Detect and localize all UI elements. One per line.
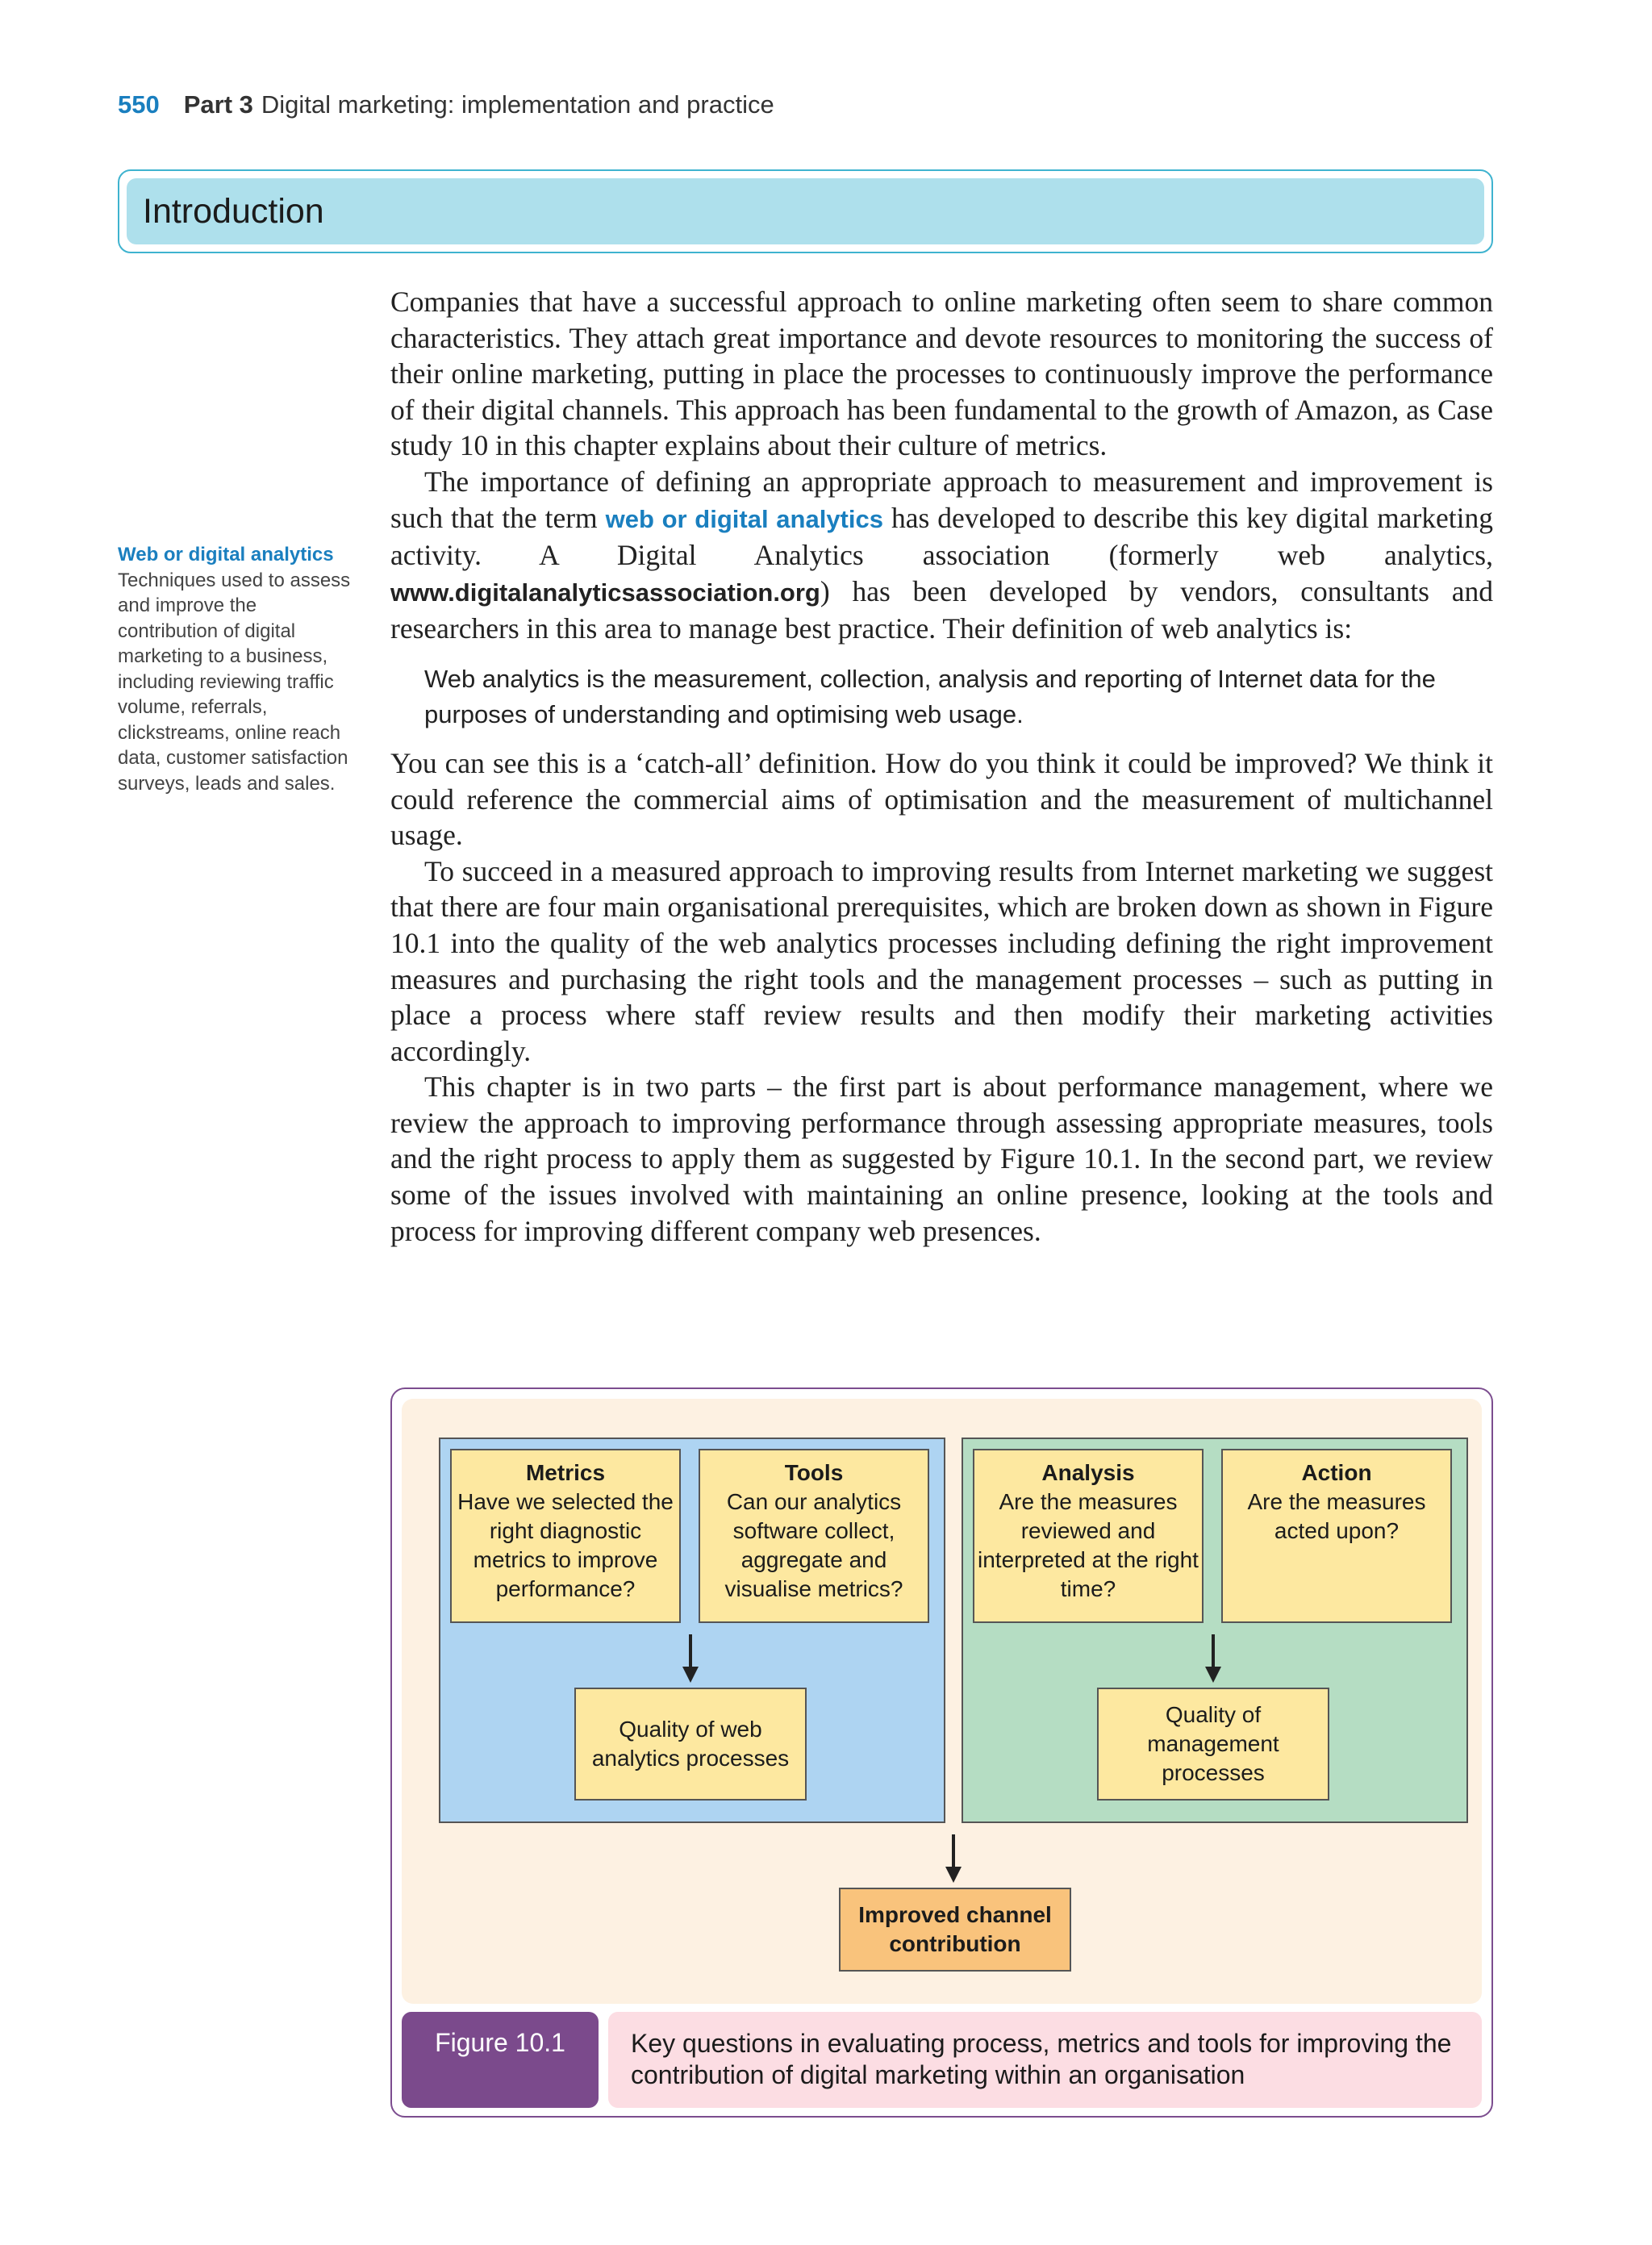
paragraph-2-part-a: The importance of defining an appropriate approach to measurement and improvement is such that the term bbox=[390, 465, 1493, 534]
glossary-definition: Techniques used to assess and improve the contribution of digital marketing to a business, including reviewing traffic volume, referrals, clickstreams, online reach data, customer satisfaction surveys, leads and sales. bbox=[118, 569, 351, 795]
management-panel bbox=[962, 1438, 1468, 1823]
arrow-down-icon bbox=[682, 1634, 699, 1683]
improved-contribution-box: Improved channel contribution bbox=[839, 1888, 1071, 1972]
paragraph-2-part-c: ) has been developed by vendors, consultants and researchers in this area to manage best practice. Their definition of web analytics is: bbox=[390, 574, 1493, 645]
running-header bbox=[118, 90, 774, 119]
paragraph-1: Companies that have a successful approach to online marketing often seem to share common characteristics. They attach great importance and devote resources to monitoring the success of their online marketing, putting in place the processes to continuously improve the performance of their digital channels. This approach has been fundamental to the growth of Amazon, as Case study 10 in this chapter explains about their culture of metrics. bbox=[390, 286, 1493, 462]
action-question: Are the measures acted upon? bbox=[1247, 1489, 1426, 1543]
part-title: Digital marketing: implementation and practice bbox=[261, 90, 774, 119]
paragraph-2-part-b: has developed to describe this key digital marketing activity. A Digital Analytics association (formerly web analytics, bbox=[390, 501, 1493, 572]
quality-management-box: Quality of management processes bbox=[1097, 1688, 1329, 1801]
metrics-title: Metrics bbox=[525, 1460, 606, 1485]
analysis-question: Are the measures reviewed and interpreted at the right time? bbox=[978, 1489, 1199, 1601]
arrow-down-icon bbox=[945, 1834, 962, 1883]
part-label: Part 3 bbox=[183, 90, 253, 119]
arrow-down-icon bbox=[1205, 1634, 1221, 1683]
web-analytics-panel bbox=[439, 1438, 945, 1823]
paragraph-3: You can see this is a ‘catch-all’ definition. How do you think it could be improved? We think it could reference the commercial aims of optimisation and the measurement of multichannel usage. bbox=[390, 746, 1493, 852]
action-box bbox=[1221, 1449, 1452, 1623]
metrics-box bbox=[450, 1449, 681, 1623]
figure-caption: Key questions in evaluating process, metrics and tools for improving the contribution of digital marketing within an organisation bbox=[608, 2012, 1482, 2108]
metrics-question: Have we selected the right diagnostic metrics to improve performance? bbox=[457, 1489, 674, 1601]
paragraph-5: This chapter is in two parts – the first part is about performance management, where we review the approach to improving performance through assessing appropriate measures, tools and the right process to apply them as suggested by Figure 10.1. In the second part, we review some of the issues involved with maintaining an online presence, looking at the tools and process for improving different company web presences. bbox=[390, 1070, 1493, 1247]
key-term-web-analytics: web or digital analytics bbox=[605, 504, 883, 533]
quality-web-analytics-box: Quality of web analytics processes bbox=[574, 1688, 807, 1801]
tools-box bbox=[699, 1449, 929, 1623]
analysis-title: Analysis bbox=[1041, 1460, 1135, 1485]
figure-label: Figure 10.1 bbox=[402, 2012, 599, 2108]
section-title: Introduction bbox=[127, 178, 1484, 244]
margin-glossary-note bbox=[118, 542, 360, 796]
paragraph-2 bbox=[390, 464, 1493, 647]
body-text bbox=[390, 284, 1493, 1249]
tools-title: Tools bbox=[784, 1460, 844, 1485]
page-number: 550 bbox=[118, 90, 160, 119]
glossary-term: Web or digital analytics bbox=[118, 544, 334, 565]
action-title: Action bbox=[1301, 1460, 1372, 1485]
figure-10-1 bbox=[390, 1387, 1493, 2118]
definition-quote: Web analytics is the measurement, collection, analysis and reporting of Internet data for the purposes of understanding and optimising web usage. bbox=[424, 664, 1436, 728]
tools-question: Can our analytics software collect, aggregate and visualise metrics? bbox=[724, 1489, 903, 1601]
analysis-box bbox=[973, 1449, 1204, 1623]
figure-diagram-area bbox=[402, 1399, 1482, 2004]
paragraph-4: To succeed in a measured approach to improving results from Internet marketing we suggest that there are four main organisational prerequisites, which are broken down as shown in Figure 10.1 into the quality of the web analytics processes including defining the right improvement measures and purchasing the right tools and the management processes – such as putting in place a process where staff review results and then modify their marketing activities accordingly. bbox=[390, 854, 1493, 1067]
section-heading-box bbox=[118, 169, 1493, 253]
association-url: www.digitalanalyticsassociation.org bbox=[390, 578, 820, 607]
